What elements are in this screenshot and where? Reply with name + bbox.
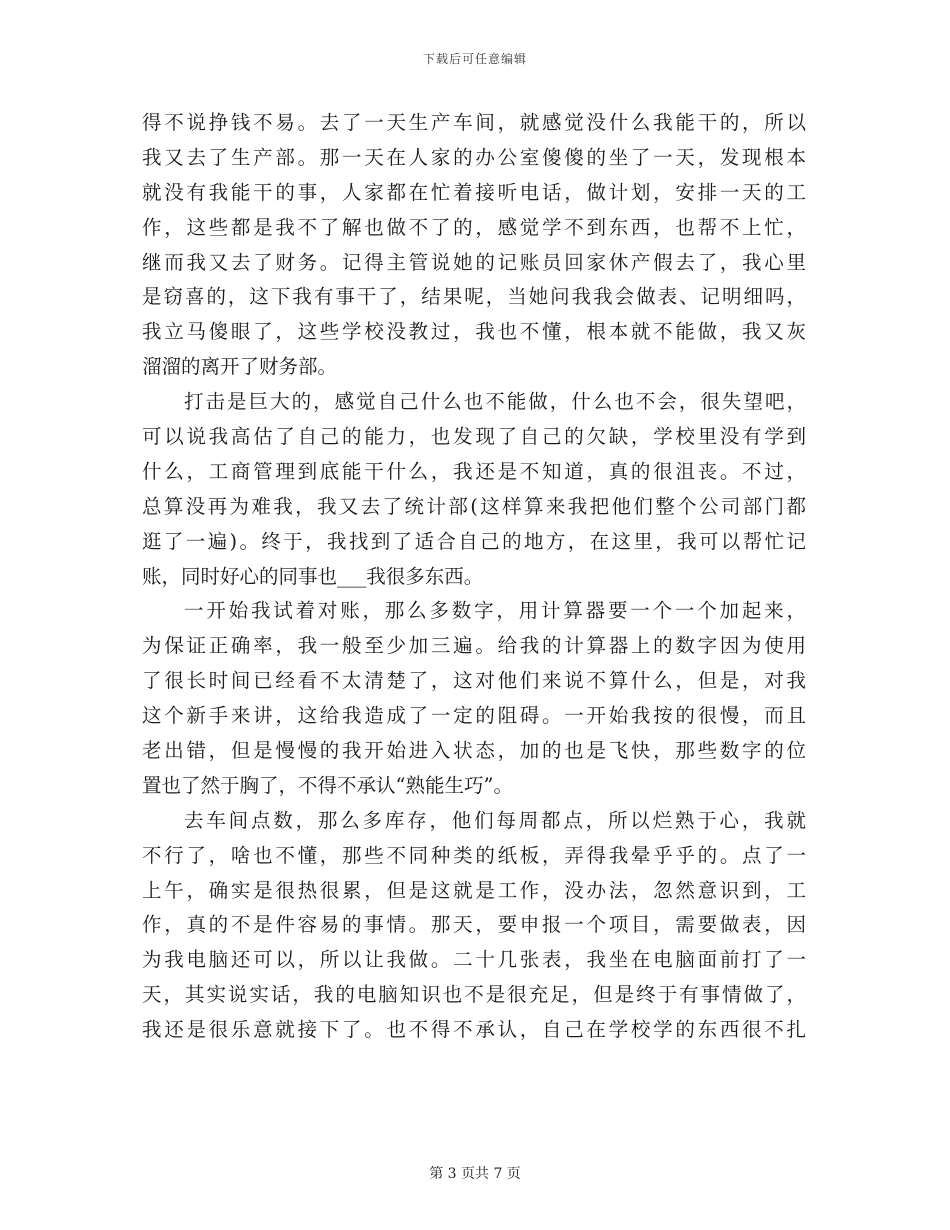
text-line: 逛了一遍)。终于，我找到了适合自己的地方，在这里，我可以帮忙记 bbox=[142, 529, 806, 553]
text-line: 我又去了生产部。那一天在人家的办公室傻傻的坐了一天，发现根本 bbox=[142, 145, 806, 169]
text-line: 我还是很乐意就接下了。也不得不承认，自己在学校学的东西很不扎 bbox=[142, 1018, 806, 1042]
document-body bbox=[142, 106, 806, 1048]
text-line: 就没有我能干的事，人家都在忙着接听电话，做计划，安排一天的工 bbox=[142, 180, 806, 204]
text-line: 溜溜的离开了财务部。 bbox=[142, 355, 338, 379]
text-line: 为我电脑还可以，所以让我做。二十几张表，我坐在电脑面前打了一 bbox=[142, 948, 806, 972]
text-line: 可以说我高估了自己的能力，也发现了自己的欠缺，学校里没有学到 bbox=[142, 425, 806, 449]
text-line: 不行了，啥也不懂，那些不同种类的纸板，弄得我晕乎乎的。点了一 bbox=[142, 843, 806, 867]
text-line: 置也了然于胸了，不得不承认“熟能生巧”。 bbox=[142, 773, 513, 797]
text-line: 上午，确实是很热很累，但是这就是工作，没办法，忽然意识到，工 bbox=[142, 878, 806, 902]
text-line: 我立马傻眼了，这些学校没教过，我也不懂，根本就不能做，我又灰 bbox=[142, 320, 806, 344]
text-line: 去车间点数，那么多库存，他们每周都点，所以烂熟于心，我就 bbox=[184, 808, 806, 832]
text-line: 继而我又去了财务。记得主管说她的记账员回家休产假去了，我心里 bbox=[142, 250, 806, 274]
page-footer: 第 3 页共 7 页 bbox=[429, 1166, 521, 1182]
text-line: 为保证正确率，我一般至少加三遍。给我的计算器上的数字因为使用 bbox=[142, 634, 806, 658]
text-line: 总算没再为难我，我又去了统计部(这样算来我把他们整个公司部门都 bbox=[142, 494, 806, 518]
text-line: 一开始我试着对账，那么多数字，用计算器要一个一个加起来， bbox=[184, 599, 806, 623]
text-line: 这个新手来讲，这给我造成了一定的阻碍。一开始我按的很慢，而且 bbox=[142, 704, 806, 728]
text-line: 什么，工商管理到底能干什么，我还是不知道，真的很沮丧。不过， bbox=[142, 459, 806, 483]
text-line: 作，真的不是件容易的事情。那天，要申报一个项目，需要做表，因 bbox=[142, 913, 806, 937]
text-line: 账，同时好心的同事也___我很多东西。 bbox=[142, 564, 484, 588]
text-line: 作，这些都是我不了解也做不了的，感觉学不到东西，也帮不上忙， bbox=[142, 215, 806, 239]
text-line: 打击是巨大的，感觉自己什么也不能做，什么也不会，很失望吧， bbox=[184, 390, 806, 414]
text-line: 得不说挣钱不易。去了一天生产车间，就感觉没什么我能干的，所以 bbox=[142, 111, 806, 134]
text-line: 老出错，但是慢慢的我开始进入状态，加的也是飞快，那些数字的位 bbox=[142, 739, 806, 763]
text-line: 是窃喜的，这下我有事干了，结果呢，当她问我我会做表、记明细吗， bbox=[142, 285, 806, 309]
text-line: 天，其实说实话，我的电脑知识也不是很充足，但是终于有事情做了， bbox=[142, 983, 806, 1007]
page-header: 下载后可任意编辑 bbox=[422, 52, 527, 66]
text-line: 了很长时间已经看不太清楚了，这对他们来说不算什么，但是，对我 bbox=[142, 669, 806, 693]
